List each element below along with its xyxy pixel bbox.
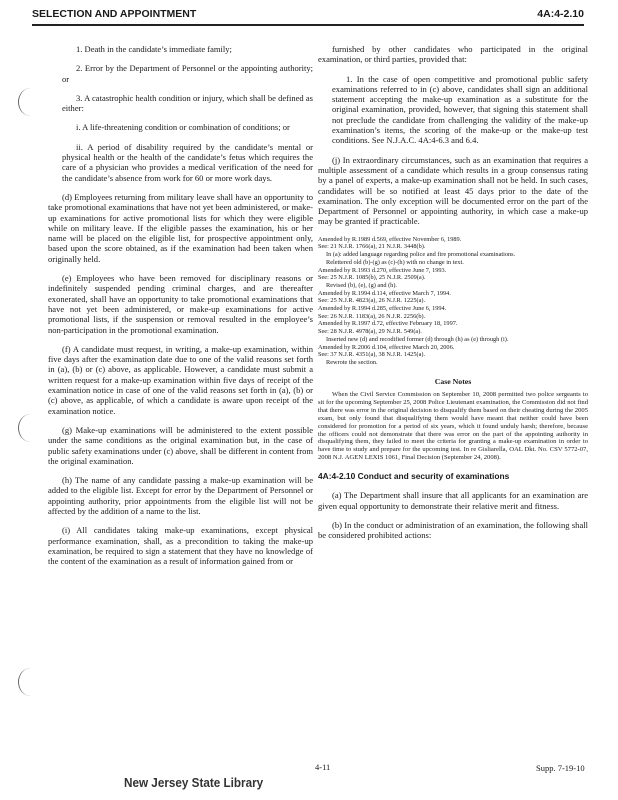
paragraph: i. A life-threatening condition or combination of conditions; or bbox=[76, 122, 290, 133]
binding-mark bbox=[18, 668, 43, 696]
history-line: See: 37 N.J.R. 4351(a), 38 N.J.R. 1425(a). bbox=[318, 351, 426, 359]
binding-mark bbox=[18, 414, 43, 442]
paragraph: (g) Make-up examinations will be administered to the extent possible under the same conditions as the original examination but, in the case of public safety examinations under (c) above, shall be different in content from the original examination. bbox=[48, 424, 313, 466]
running-header bbox=[32, 6, 584, 26]
paragraph: (e) Employees who have been removed for disciplinary reasons or indefinitely suspended pending criminal charges, and are thereafter exonerated, shall have an opportunity to take promotional examinations that have not yet been administered, or make-up examinations for active promotional lists, if the suspension or removal resulted in the employee’s non-participation in the promotional examination. bbox=[48, 273, 313, 335]
history-line: Rewrote the section. bbox=[326, 359, 378, 366]
case-notes-heading: Case Notes bbox=[434, 376, 472, 386]
history-line: Amended by R.1994 d.285, effective June 6, 1994. bbox=[318, 305, 447, 313]
history-line: Amended by R.1997 d.72, effective February 18, 1997. bbox=[318, 320, 458, 328]
right-column bbox=[318, 44, 588, 550]
history-line: Amended by R.2006 d.104, effective March 20, 2006. bbox=[318, 343, 455, 351]
history-line: Revised (b), (e), (g) and (h). bbox=[326, 281, 397, 289]
case-note: When the Civil Service Commission on September 10, 2008 permitted two police sergeants to sit for the upcoming September 25, 2008 Police Lieutenant examination, the Commission did not find that there was error in the original decision to disqualify them based on their cheating during the 2005 exam, but only found that disqualifying them would have meant that neither could have been considered for promotion for a period of six years, which it found unduly harsh; therefore, because the officers could not demonstrate that there was error on the part of the appointing authority in disqualifying them, they failed to meet the criteria for granting a make-up examination in order to have time to study and prepare for the upcoming test. In re Gisliarella, OAL Dkt. No. CSV 5772-07, 2008 N.J. AGEN LEXIS 1061, Final Decision (September 24, 2008). bbox=[318, 391, 588, 462]
paragraph: (i) All candidates taking make-up examinations, except physical performance examination, shall, as a precondition to taking the make-up examination, be required to sign a statement that they have no knowledge of the content of the examination as a result of information gained from or bbox=[48, 525, 313, 567]
paragraph: (h) The name of any candidate passing a make-up examination will be added to the eligible list. Except for error by the Department of Personnel or appointing authority, prior appointments from the eligible list will not be affected by the addition of a name to the list. bbox=[48, 475, 313, 516]
history-line: See: 26 N.J.R. 1183(a), 26 N.J.R. 2256(b). bbox=[318, 312, 426, 320]
history-line: Inserted new (d) and recodified former (d) through (h) as (e) through (i). bbox=[326, 335, 509, 343]
section-paragraphs bbox=[318, 490, 588, 540]
paragraph: (d) Employees returning from military leave shall have an opportunity to take promotional examinations that have not yet been administered, or make-up examinations for active promotional lists for which they were eligible while on military leave. If the eligible passes the examination, his or her name will be placed on the eligible list, for prospective appointment only, based upon the score obtained, as if the examination had been taken when originally held. bbox=[48, 191, 313, 264]
paragraph: (b) In the conduct or administration of an examination, the following shall be considered prohibited actions: bbox=[318, 520, 588, 541]
page-number: 4-11 bbox=[315, 762, 331, 772]
left-column bbox=[48, 44, 313, 575]
binding-mark bbox=[18, 88, 43, 116]
history-line: Amended by R.1989 d.569, effective November 6, 1989. bbox=[318, 235, 462, 243]
right-column-paragraphs bbox=[318, 44, 588, 227]
header-section-title: SELECTION AND APPOINTMENT bbox=[32, 8, 197, 20]
history-line: See: 25 N.J.R. 1085(b), 25 N.J.R. 2509(a). bbox=[318, 274, 426, 282]
history-line: See: 28 N.J.R. 4978(a), 29 N.J.R. 549(a). bbox=[318, 328, 422, 336]
paragraph: (j) In extraordinary circumstances, such as an examination that requires a multiple assessment of a candidate which results in a group consensus rating by a panel of experts, a make-up examination shall not be held. In such cases, candidates will be so notified at least 45 days prior to the date of the examination. The only exception will be documented error on the part of the Department of Personnel or appointing authority, in which case a make-up may be granted if practicable. bbox=[318, 154, 588, 227]
paragraph: ii. A period of disability required by the candidate’s mental or physical health or the health of the candidate’s fetus which requires the care of a physician who provides a medical verification of the need for the candidate’s absence from work for 60 or more work days. bbox=[62, 141, 313, 183]
history-line: Amended by R.1993 d.270, effective June 7, 1993. bbox=[318, 266, 447, 274]
history-notes bbox=[318, 236, 588, 367]
supplement-date: Supp. 7-19-10 bbox=[536, 763, 585, 773]
history-line: See: 25 N.J.R. 4823(a), 26 N.J.R. 1225(a). bbox=[318, 297, 426, 305]
history-line: In (a): added language regarding police and fire promotional examinations. bbox=[326, 251, 516, 259]
section-heading: 4A:4-2.10 Conduct and security of examinations bbox=[318, 471, 510, 482]
paragraph: furnished by other candidates who participated in the original examination, or third parties, provided that: bbox=[318, 44, 588, 65]
paragraph: 1. Death in the candidate’s immediate family; bbox=[76, 44, 232, 54]
history-line: See: 21 N.J.R. 1766(a), 21 N.J.R. 3448(b). bbox=[318, 243, 426, 251]
paragraph: 1. In the case of open competitive and promotional public safety examinations referred to in (c) above, candidates shall sign an additional statement accepting the make-up examination as a substitute for the original examination, provided, however, that signing this statement shall not preclude the candidate from challenging the validity of the make-up examination’s items, the scoring of the make-up or the make-up test conditions. See N.J.A.C. 4A:4-6.3 and 6.4. bbox=[332, 73, 588, 146]
header-section-code: 4A:4-2.10 bbox=[537, 8, 584, 20]
paragraph: (f) A candidate must request, in writing, a make-up examination, within five days after the examination date due to one of the valid reasons set forth in (a), (b) or (c) above, as applicable. However, a candidate must submit a written request for a make-up examination within five days of receipt of the examination notice in case of one of the valid reasons set forth in (a), (b) or (c) above, as applicable, of which a candidate is aware upon receipt of the examination notice. bbox=[48, 343, 313, 416]
paragraph: (a) The Department shall insure that all applicants for an examination are given equal opportunity to demonstrate their relative merit and fitness. bbox=[318, 490, 588, 511]
history-line: Amended by R.1994 d.114, effective March 7, 1994. bbox=[318, 289, 451, 297]
history-line: Relettered old (b)-(g) as (c)-(h) with no change in text. bbox=[326, 258, 464, 266]
paragraph: 3. A catastrophic health condition or injury, which shall be defined as either: bbox=[62, 92, 313, 114]
library-watermark: New Jersey State Library bbox=[124, 775, 264, 790]
paragraph: 2. Error by the Department of Personnel or the appointing authority; or bbox=[62, 63, 313, 84]
